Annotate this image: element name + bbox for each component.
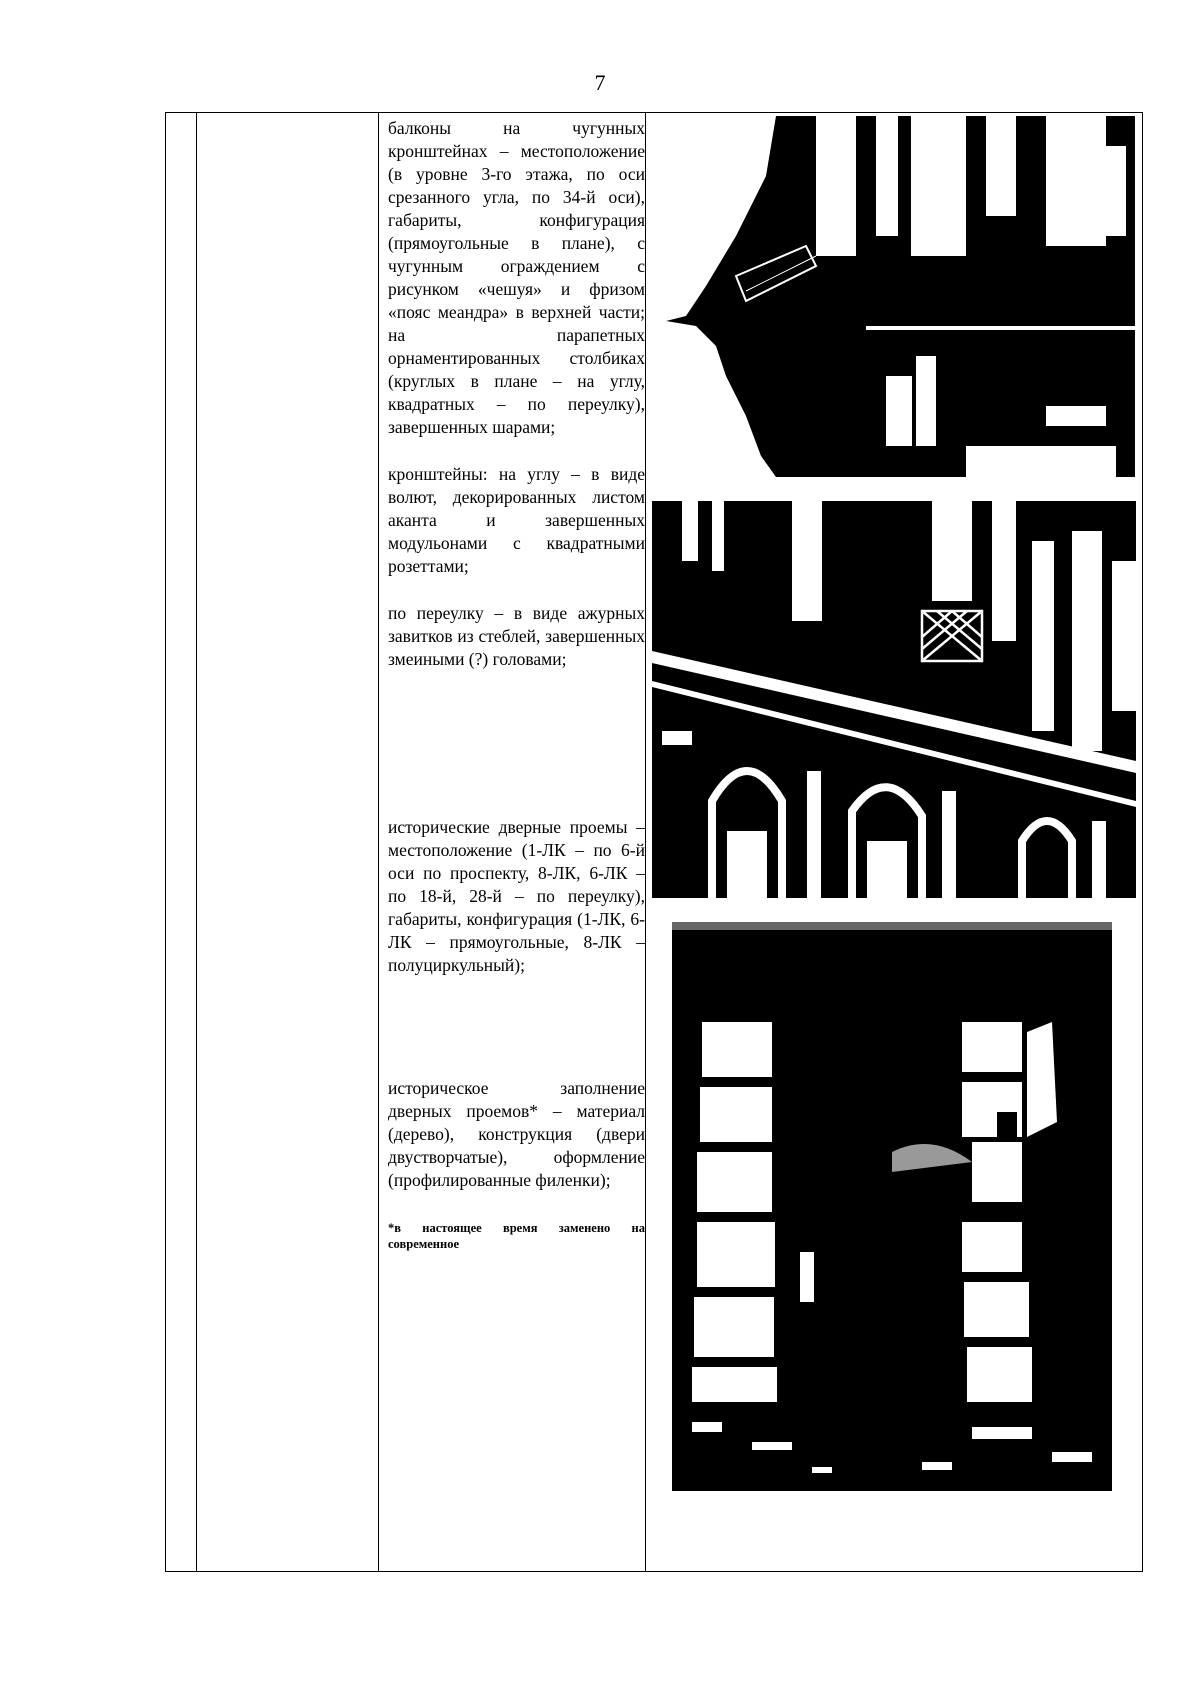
footnote: *в настоящее время заменено на современное [388,1221,645,1251]
description-column [388,113,645,1252]
page-number: 7 [594,70,606,95]
balcony-photo [666,116,1135,477]
entry-brackets-lane: по переулку – в виде ажурных завитков из стеблей, завершенных змеиными (?) головами; [388,603,645,669]
entry-door-openings: исторические дверные проемы – местоположение (1-ЛК – по 6-й оси по проспекту, 8-ЛК, 6-ЛК – по 18-й, 28-й – по переулку), габариты, конфигурация (1-ЛК, 6-ЛК – прямоугольные, 8-ЛК – полуциркульный); [388,817,645,975]
facade-arches-photo [652,501,1136,898]
column-divider-2 [378,113,379,1571]
column-divider-3 [645,113,646,1571]
column-divider-1 [196,113,197,1571]
entry-door-fill: историческое заполнение дверных проемов* – материал (дерево), конструкция (двери двустворчатые), оформление (профилированные филенки); [388,1078,645,1190]
entry-balconies: балконы на чугунных кронштейнах – местоположение (в уровне 3-го этажа, по оси срезанного угла, по 34-й оси), габариты, конфигурация (прямоугольные в плане), с чугунным ограждением с рисунком «чешуя» и фризом «пояс меандра» в верхней части; на парапетных орнаментированных столбиках (круглых в плане – на углу, квадратных – по переулку), завершенных шарами; [388,118,645,437]
entry-brackets-corner: кронштейны: на углу – в виде волют, декорированных листом аканта и завершенных модульонами с квадратными розеттами; [388,464,645,576]
doorway-photo [672,922,1112,1491]
